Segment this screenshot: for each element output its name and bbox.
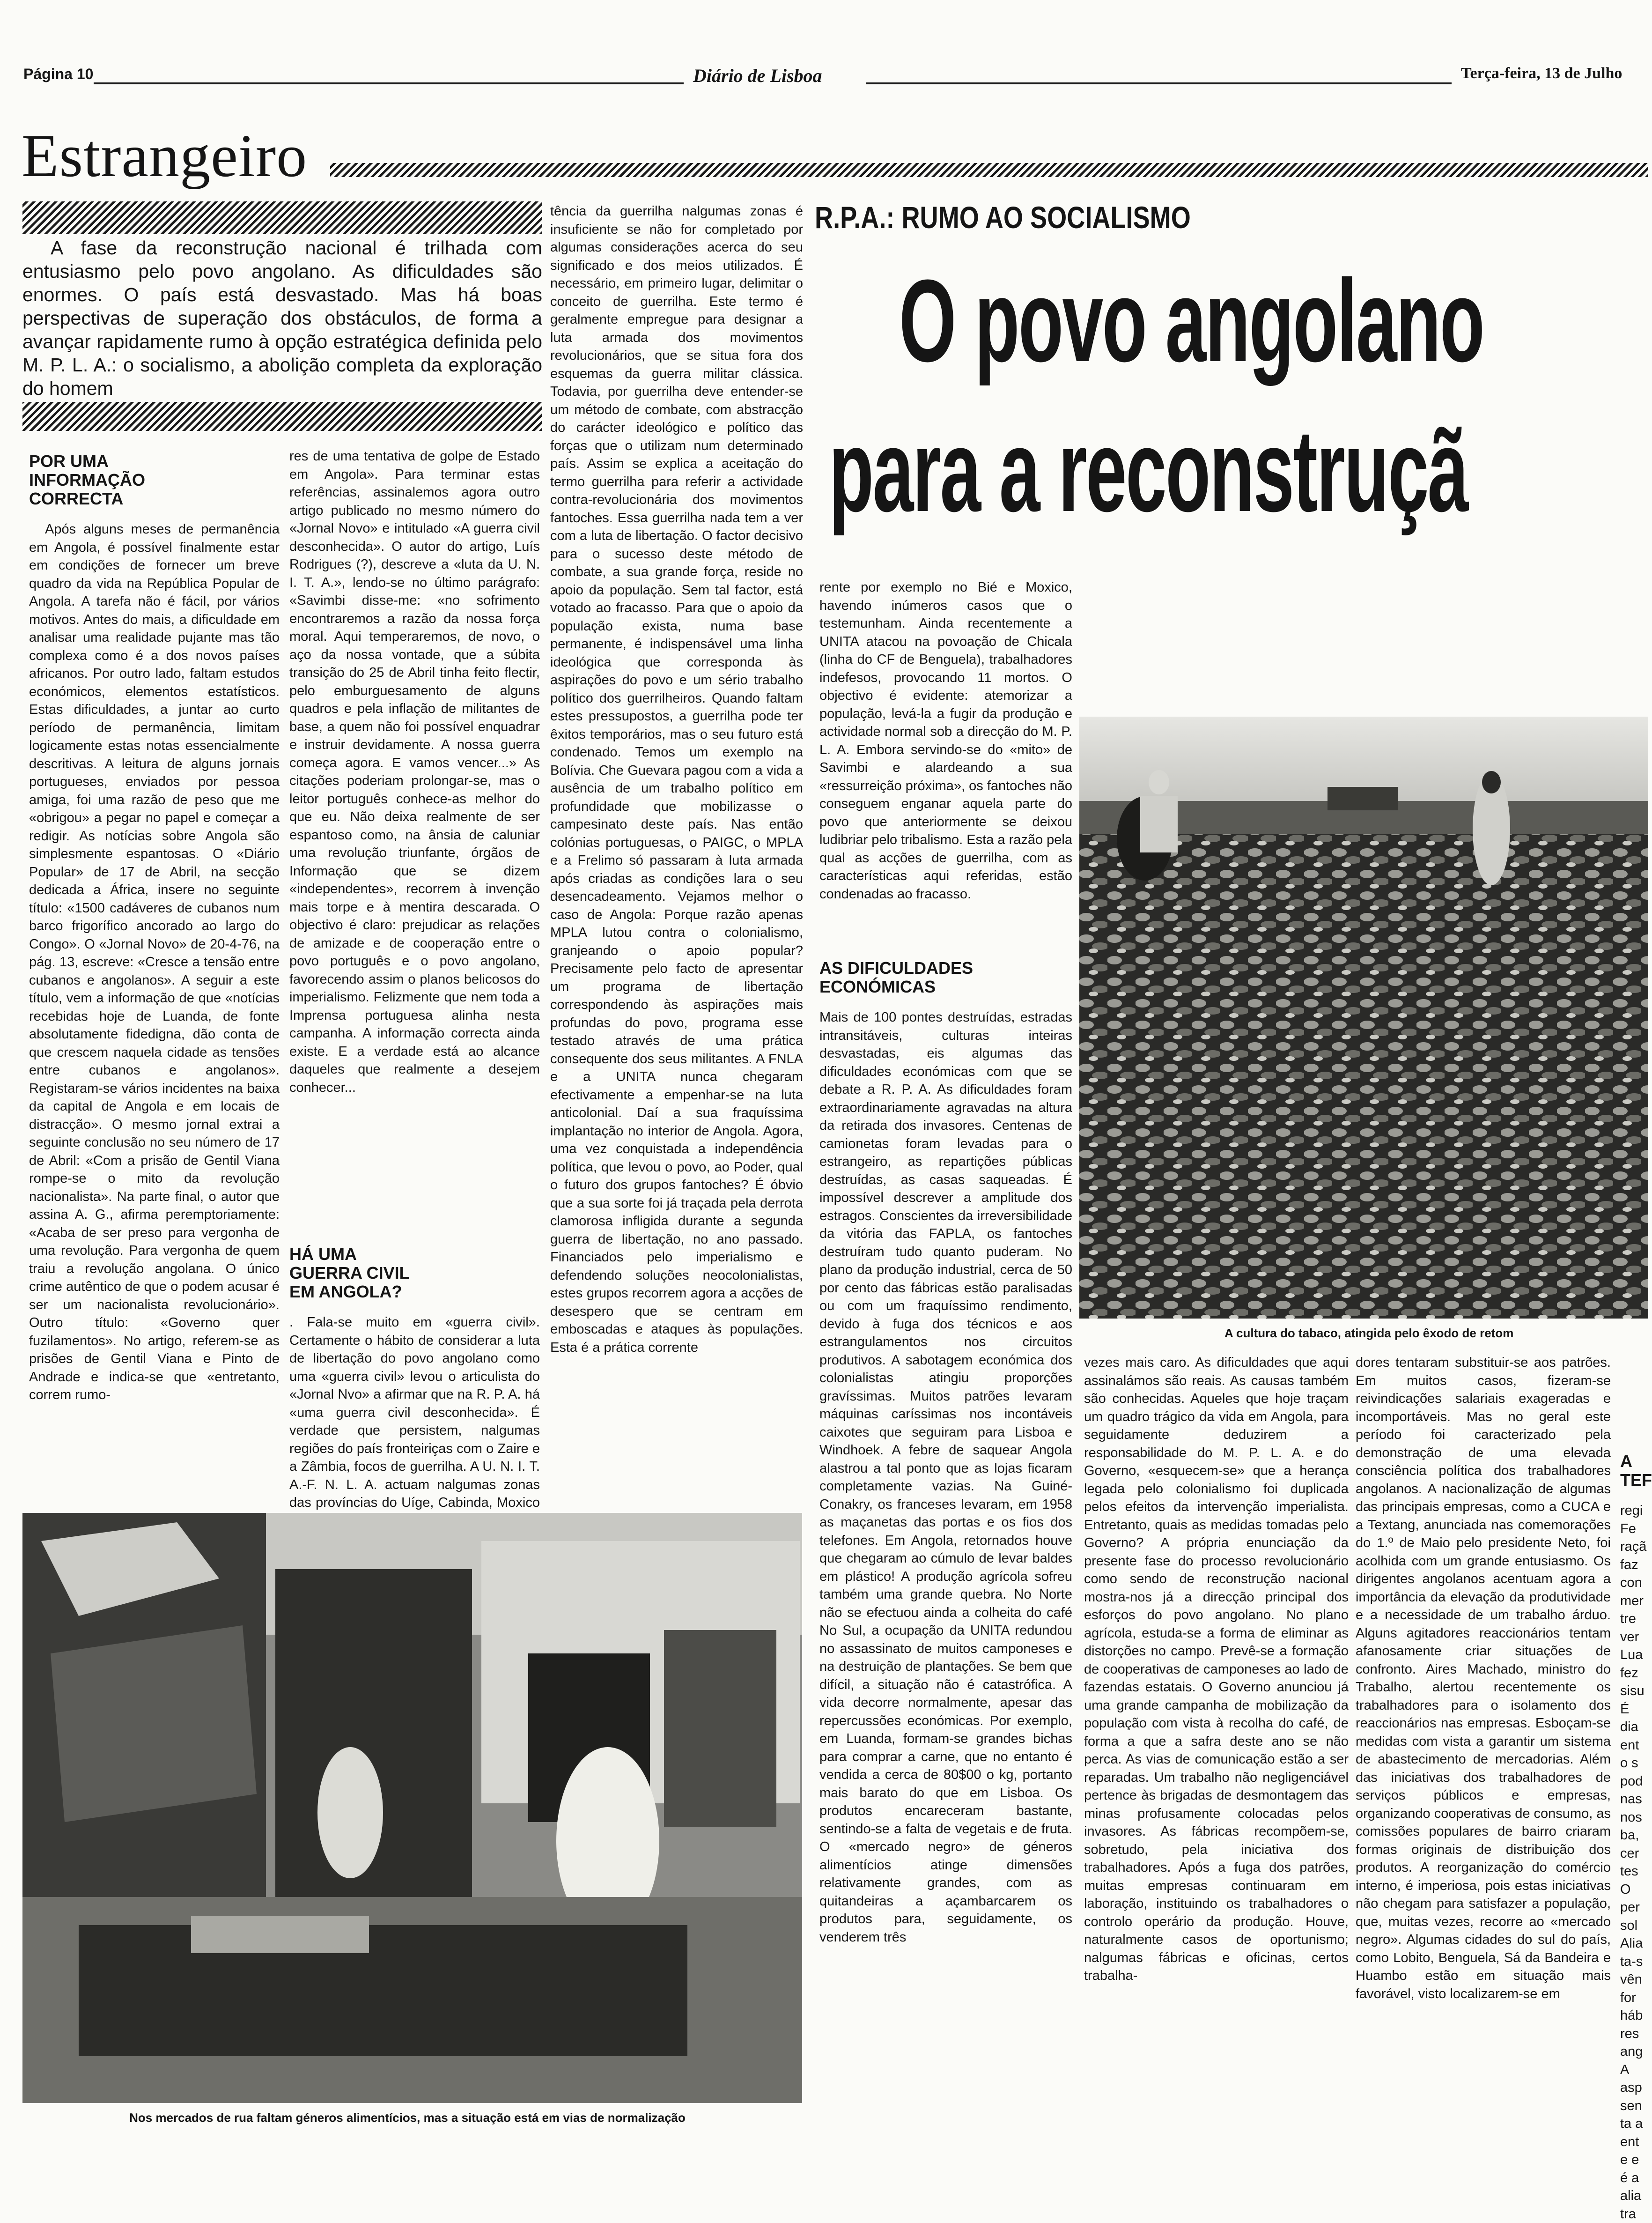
column-4-text-b: Mais de 100 pontes destruídas, estradas intransitáveis, culturas inteiras desvastadas, eis algumas das dificuldades económicas com que se debate a R. P. A. As dificuldades foram extraordinariamente agravadas na altura da retirada dos invasores. Centenas de camionetas foram levadas para o estrangeiro, as repartições públicas destruídas, as casas saqueadas. É impossível descrever a amplitude dos estragos. Conscientes da irreversibilidade da vitória das FAPLA, os fantoches destruíram tudo quanto puderam. No plano da produção industrial, cerca de 50 por cento das fábricas estão paralisadas ou com um fraquíssimo rendimento, devido à fuga dos técnicos e aos estrangulamentos nos circuitos produtivos. A sabotagem económica dos colonialistas atingiu proporções gravíssimas. Muitos patrões levaram máquinas caríssimas nos incontáveis caixotes que seguiram para Lisboa e Windhoek. A febre de saquear Angola alastrou a tal ponto que as lojas ficaram completamente vazias. Na Guiné-Conakry, os franceses levaram, em 1958 as maçanetas das portas e os fios dos telefones. Em Angola, retornados houve que chegaram ao cúmulo de levar baldes em plástico! A produção agrícola sofreu também uma grande quebra. No Norte não se efectuou ainda a colheita do café No Sul, a ocupação da UNITA redundou no assassinato de muitos camponeses e na destruição de plantações. Se bem que difícil, a situação não é catastrófica. A vida decorre normalmente, apesar das repercussões económicas. Por exemplo, em Luanda, formam-se grandes bichas para comprar a carne, que no entanto é vendida a cerca de 80$00 o kg, portanto mais barato do que em Lisboa. Os produtos encareceram bastante, sentindo-se a falta de vegetais e de fruta. O «mercado negro» de géneros alimentícios atinge dimensões relativamente grandes, com as quitandeiras a açambarcarem os produtos para, seguidamente, os venderem três bbox=[819, 1010, 1072, 1945]
issue-date: Terça-feira, 13 de Julho bbox=[1461, 65, 1622, 82]
column-2 bbox=[289, 447, 540, 1510]
header-rule-right bbox=[866, 82, 1452, 84]
tobacco-field-photo bbox=[1079, 717, 1648, 1319]
column-7 bbox=[1620, 1354, 1652, 2222]
lead-hatch-top bbox=[22, 201, 542, 234]
tobacco-photo-caption: A cultura do tabaco, atingida pelo êxodo de retom bbox=[1224, 1326, 1514, 1340]
tobacco-photo-image bbox=[1079, 717, 1648, 1319]
lead-hatch-bottom bbox=[22, 402, 542, 431]
column-2-text-a: res de uma tentativa de golpe de Estado em Angola». Para terminar estas referências, assinalemos agora outro artigo publicado no mesmo número do «Jornal Novo» e intitulado «A guerra civil desconhecida». O autor do artigo, Luís Rodrigues (?), descreve a «luta da U. N. I. T. A.», lendo-se no último parágrafo: «Savimbi disse-me: «no sofrimento encontraremos a razão da nossa força moral. Aqui temperaremos, de novo, o aço da nossa vontade, que a súbita transição do 25 de Abril tinha feito flectir, pelo emburguesamento de alguns quadros e pela inflação de militantes de base, a quem não foi possível enquadrar e instruir devidamente. A nossa guerra começa agora. E vamos vencer...» As citações poderiam prolongar-se, mas o leitor português conhece-as melhor do que eu. Não deixa realmente de ser espantoso como, na ânsia de caluniar uma revolução triunfante, órgãos de Informação que se dizem «independentes», recorrem à invenção mais torpe e à mentira descarada. O objectivo é claro: prejudicar as relações de amizade e de cooperação entre o povo português e o povo angolano, favorecendo assim o planos belicosos do imperialismo. Felizmente que nem toda a Imprensa portuguesa alinha nesta campanha. A informação correcta ainda existe. E a verdade está ao alcance daqueles que realmente a desejem conhecer... bbox=[289, 449, 540, 1095]
headline-line-2: para a reconstruçã bbox=[829, 405, 1468, 536]
column-7-text: regi Fe raçã faz con mer tre ver Lua fez sisu É dia ent o s pod nas nos ba, cer tes O per sol Alia ta-s vên for háb res ang A asp sen ta a ent e e é a alia tra bbox=[1620, 1503, 1647, 2222]
lead-paragraph: A fase da reconstrução nacional é trilhada com entusiasmo pelo povo angolano. As dificuldades são enormes. O país está desvastado. Mas há boas perspectivas de superação dos obstáculos, de forma a avançar rapidamente rumo à opção estratégica definida pelo M. P. L. A.: o socialismo, a abolição completa da exploração do homem bbox=[22, 237, 542, 399]
column-5-text: vezes mais caro. As dificuldades que aqui assinalámos são reais. As causas também são conhecidas. Aqueles que hoje traçam um quadro trágico da vida em Angola, para seguidamente deduzirem a responsabilidade do M. P. L. A. e do Governo, «esquecem-se» que a herança legada pelo colonialismo foi duplicada pelos efeitos da intervenção imperialista. Entretanto, quais as medidas tomadas pelo Governo? A própria enunciação da presente fase do processo revolucionário como sendo de reconstrução nacional mostra-nos já a direcção principal dos esforços do povo angolano. No plano agrícola, estuda-se a forma de eliminar as distorções no campo. Prevê-se a formação de cooperativas de camponeses ao lado de fazendas estatais. O Governo anunciou já uma grande campanha de mobilização da população com vista à recolha do café, de forma a que a safra deste ano se não perca. As vias de comunicação estão a ser reparadas. Um trabalho não negligenciável pertence às brigadas de desmontagem das minas profusamente colocadas pelos invasores. As fábricas recompõem-se, sobretudo, pela iniciativa dos trabalhadores. Após a fuga dos patrões, muitas empresas continuaram em laboração, instituindo os trabalhadores o controlo operário da produção. Houve, naturalmente casos de oportunismo; nalgumas fábricas e oficinas, certos trabalha- bbox=[1084, 1355, 1349, 1983]
page-number: Página 10 bbox=[23, 66, 94, 82]
kicker: R.P.A.: RUMO AO SOCIALISMO bbox=[815, 200, 1191, 235]
headline-line-1: O povo angolano bbox=[899, 255, 1484, 386]
market-photo-caption: Nos mercados de rua faltam géneros alimentícios, mas a situação está em vias de normalização bbox=[129, 2111, 686, 2125]
market-photo bbox=[22, 1513, 802, 2103]
column-3-text: tência da guerrilha nalgumas zonas é insuficiente se não for completado por algumas considerações acerca do seu significado e dos meios utilizados. É necessário, em primeiro lugar, delimitar o conceito de guerrilha. Este termo é geralmente empregue para designar a luta armada dos movimentos revolucionários, que se situa fora dos esquemas da guerra militar clássica. Todavia, por guerrilha deve entender-se um método de combate, com abstracção do carácter ideológico e político das forças que o utilizam num determinado país. Assim se explica a aceitação do termo guerrilha para referir a actividade contra-revolucionária dos movimentos fantoches. Essa guerrilha nada tem a ver com a luta de libertação. O factor decisivo para o sucesso deste método de combate, a sua grande força, reside no apoio da população. Sem tal factor, está votado ao fracasso. Para que o apoio da população exista, numa base permanente, é indispensável uma linha ideológica que corresponda às aspirações do povo e um sério trabalho político dos guerrilheiros. Quando faltam estes pressupostos, a guerrilha pode ter êxitos temporários, mas o seu futuro está condenado. Temos um exemplo na Bolívia. Che Guevara pagou com a vida a ausência de um trabalho político em profundidade que mobilizasse o campesinato deste país. Nas então colónias portuguesas, o PAIGC, o MPLA e a Frelimo só passaram à luta armada após criadas as condições lara o seu desencadeamento. Vejamos melhor o caso de Angola: Porque razão apenas MPLA lutou contra o colonialismo, granjeando o apoio popular? Precisamente pelo facto de apresentar um programa de libertação correspondendo às aspirações mais profundas do povo, programa esse testado através de uma prática consequente dos seus militantes. A FNLA e a UNITA nunca chegaram efectivamente a empenhar-se na luta anticolonial. Daí a sua fraquíssima implantação no interior de Angola. Agora, uma vez conquistada a independência política, que levou o povo, ao Poder, qual o futuro dos grupos fantoches? É óbvio que a sua sorte foi já traçada pela derrota clamorosa infligida durante a segunda guerra de libertação, no ano passado. Financiados pelo imperialismo e defendendo soluções neocolonialistas, estes grupos recorrem agora a acções de desespero que se centram em emboscadas e ataques às populações. Esta é a prática corrente bbox=[550, 204, 803, 1355]
column-6-text: dores tentaram substituir-se aos patrões. Em muitos casos, fizeram-se reivindicações salariais exageradas e incomportáveis. Mas no geral este período foi caracterizado pela demonstração de uma elevada consciência política dos trabalhadores angolanos. A nacionalização de algumas das principais empresas, como a CUCA e a Textang, anunciada nas comemorações do 1.º de Maio pelo presidente Neto, foi acolhida com um grande entusiasmo. Os dirigentes angolanos acentuam agora a importância da elevação da produtividade e a necessidade de um trabalho árduo. Alguns agitadores reaccionários tentam afanosamente criar situações de confronto. Aires Machado, ministro do Trabalho, alertou recentemente os trabalhadores para o isolamento dos reaccionários nas empresas. Esboçam-se medidas com vista a garantir um sistema de abastecimento de mercadorias. Além das iniciativas dos trabalhadores de serviços públicos e empresas, organizando cooperativas de consumo, as comissões populares de bairro criaram formas originais de distribuição dos produtos. A reorganização do comércio interno, é imperiosa, pois estas iniciativas não chegam para satisfazer a população, que, muitas vezes, recorre ao «mercado negro». Algumas cidades do sul do país, como Lobito, Benguela, Sá da Bandeira e Huambo estão em situação mais favorável, visto localizarem-se em bbox=[1356, 1355, 1611, 2001]
column-6 bbox=[1356, 1354, 1611, 2122]
column-2-text-b: . Fala-se muito em «guerra civil». Certamente o hábito de considerar a luta de libertação do povo angolano como uma «guerra civil» levou o articulista do «Jornal Nvo» a afirmar que na R. P. A. há «uma guerra civil desconhecida». É verdade que persistem, nalgumas regiões do país fronteiriças com o Zaire e a Zâmbia, focos de guerrilha. A U. N. I. T. A.-F. N. L. A. actuam nalgumas zonas das províncias do Uíge, Cabinda, Moxico bbox=[289, 1315, 540, 1510]
column-4 bbox=[819, 578, 1072, 2119]
column-5 bbox=[1084, 1354, 1349, 2122]
section-hatch-bar bbox=[330, 163, 1648, 177]
column-3 bbox=[550, 202, 803, 1495]
subhead-tera: A TEF bbox=[1620, 1452, 1652, 1489]
column-4-text-a: rente por exemplo no Bié e Moxico, havendo inúmeros casos que o testemunham. Ainda recentemente a UNITA atacou na povoação de Chicala (linha do CF de Benguela), trabalhadores indefesos, provocando 11 mortos. O objectivo é evidente: atemorizar a população, levá-la a fugir da produção e actividade normal sob a direcção do M. P. L. A. Embora servindo-se do «mito» de Savimbi e alardeando a sua «ressurreição próxima», os fantoches não conseguem enganar aquela parte do povo que anteriormente se deixou ludibriar pelo tribalismo. Esta a razão pela qual as acções de guerrilha, com as características aqui referidas, estão condenadas ao fracasso. bbox=[819, 580, 1073, 902]
subhead-dificuldades: AS DIFICULDADES ECONÓMICAS bbox=[819, 958, 974, 996]
column-1-text: Após alguns meses de permanência em Angola, é possível finalmente estar em condições de fornecer um breve quadro da vida na República Popular de Angola. A tarefa não é fácil, por vários motivos. Antes do mais, a dificuldade em analisar uma realidade pujante mas tão complexa como é a dos novos países africanos. Por outro lado, faltam estudos económicos, elementos estatísticos. Estas dificuldades, a juntar ao curto período de permanência, limitam logicamente estas notas essencialmente descritivas. A leitura de alguns jornais portugueses, enviados por pessoa amiga, foi uma razão de peso que me «obrigou» a pegar no papel e começar a redigir. As notícias sobre Angola são simplesmente espantosas. O «Diário Popular» de 17 de Abril, na secção dedicada a África, insere no seguinte título: «1500 cadáveres de cubanos num barco frigorífico ancorado ao largo do Congo». O «Jornal Novo» de 20-4-76, na pág. 13, escreve: «Cresce a tensão entre cubanos e angolanos». A seguir a este título, vem a informação de que «notícias recebidas hoje de Luanda, de fonte absolutamente fidedigna, dão conta de que crescem naquela cidade as tensões entre cubanos e angolanos». Registaram-se vários incidentes na baixa da capital de Angola e em locais de distracção». O mesmo jornal extrai a seguinte conclusão no seu número de 17 de Abril: «Com a prisão de Gentil Viana rompe-se o mito da revolução nacionalista». Na parte final, o autor que assina A. G., afirma peremptoriamente: «Acaba de ser preso para vergonha de uma revolução. Para vergonha de quem traiu a revolução angolana. O único crime autêntico de que o podem acusar é ser um nacionalista revolucionário». Outro título: «Governo quer fuzilamentos». No artigo, referem-se as prisões de Gentil Viana e Pinto de Andrade e indica-se que «entretanto, correm rumo- bbox=[29, 522, 280, 1402]
header-rule-left bbox=[94, 82, 684, 84]
masthead: Diário de Lisboa bbox=[693, 65, 822, 86]
section-title: Estrangeiro bbox=[22, 122, 308, 190]
column-1 bbox=[29, 452, 280, 1497]
market-photo-image bbox=[22, 1513, 802, 2103]
subhead-informacao: POR UMA INFORMAÇÃO CORRECTA bbox=[29, 452, 145, 508]
subhead-guerra: HÁ UMA GUERRA CIVIL EM ANGOLA? bbox=[289, 1245, 410, 1301]
